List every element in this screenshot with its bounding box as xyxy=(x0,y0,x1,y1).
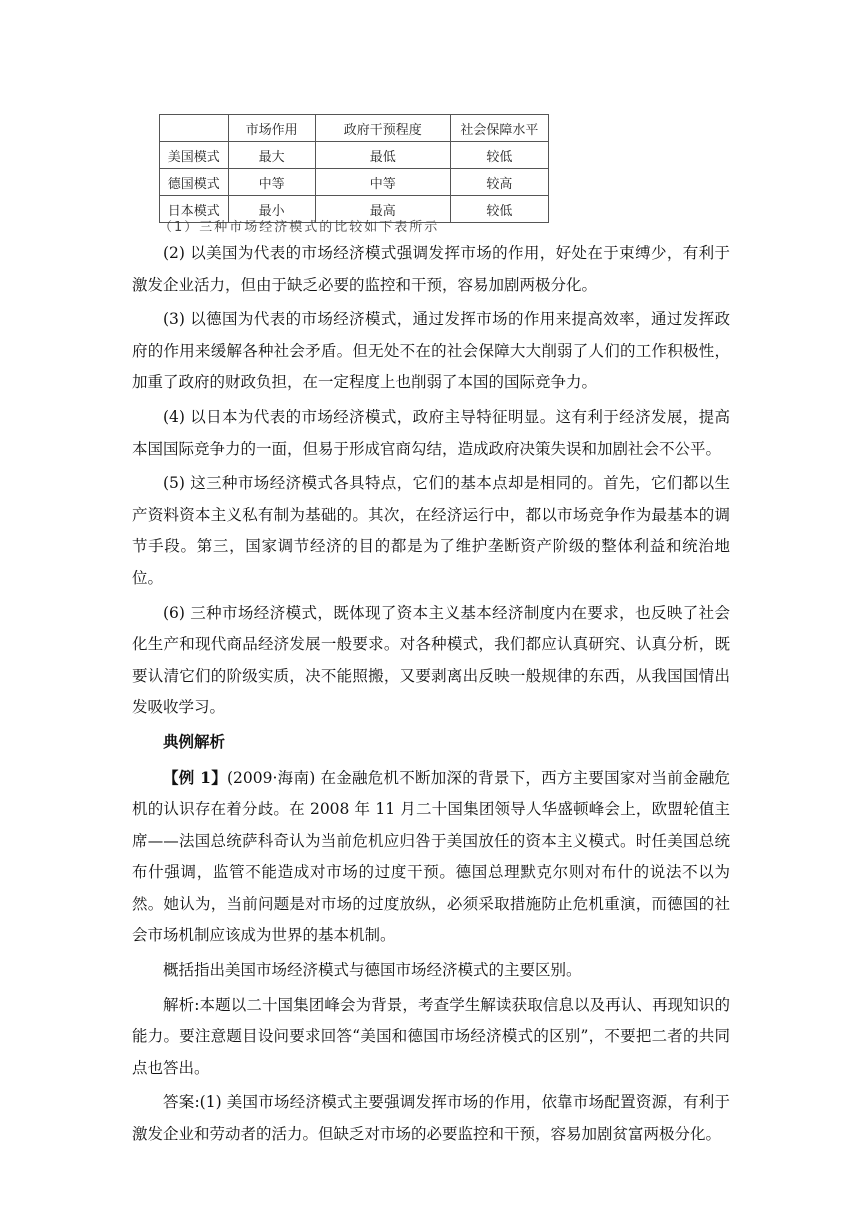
question-paragraph: 概括指出美国市场经济模式与德国市场经济模式的主要区别。 xyxy=(163,961,582,980)
table-cell: 最高 xyxy=(315,196,450,223)
table-cell: 美国模式 xyxy=(160,142,229,169)
paragraph: (6) 三种市场经济模式，既体现了资本主义基本经济制度内在要求，也反映了社会化生产和现代商品经济发展一般要求。对各种模式，我们都应认真研究、认真分析，既要认清它们的阶级实质，决不能照搬，又要剥离出反映一般规律的东西，从我国国情出发吸收学习。 xyxy=(132,603,730,717)
table-header-cell: 社会保障水平 xyxy=(450,115,548,142)
table-cell: 中等 xyxy=(315,169,450,196)
paragraph: (4) 以日本为代表的市场经济模式，政府主导特征明显。这有利于经济发展，提高本国国际竞争力的一面，但易于形成官商勾结，造成政府决策失误和加剧社会不公平。 xyxy=(132,407,730,458)
example-paragraph xyxy=(132,762,730,953)
comparison-table-wrapper xyxy=(159,114,549,223)
clipped-caption xyxy=(159,220,549,235)
example-text: (2009·海南) 在金融危机不断加深的背景下，西方主要国家对当前金融危机的认识存在着分歧。在 2008 年 11 月二十国集团领导人华盛顿峰会上，欧盟轮值主席——法国总统萨科奇认为当前危机应归咎于美国放任的资本主义模式。时任美国总统布什强调，监管不能造成对市场的过度干预。德国总理默克尔则对布什的说法不以为然。她认为，当前问题是对市场的过度放纵，必须采取措施防止危机重演，而德国的社会市场机制应该成为世界的基本机制。 xyxy=(132,768,730,945)
answer-paragraph: 答案:(1) 美国市场经济模式主要强调发挥市场的作用，依靠市场配置资源，有利于激发企业和劳动者的活力。但缺乏对市场的必要监控和干预，容易加剧贫富两极分化。 xyxy=(132,1093,730,1144)
comparison-table xyxy=(159,114,549,223)
table-header-cell: 政府干预程度 xyxy=(315,115,450,142)
paragraph: (5) 这三种市场经济模式各具特点，它们的基本点却是相同的。首先，它们都以生产资料资本主义私有制为基础的。其次，在经济运行中，都以市场竞争作为最基本的调节手段。第三，国家调节经济的目的都是为了维护垄断资产阶级的整体利益和统治地位。 xyxy=(132,474,730,587)
table-cell: 较高 xyxy=(450,169,548,196)
paragraph: (3) 以德国为代表的市场经济模式，通过发挥市场的作用来提高效率，通过发挥政府的作用来缓解各种社会矛盾。但无处不在的社会保障大大削弱了人们的工作积极性，加重了政府的财政负担，在一定程度上也削弱了本国的国际竞争力。 xyxy=(132,310,730,392)
table-row xyxy=(160,142,549,169)
example-tag: 【例 1】 xyxy=(163,767,227,787)
table-header-cell xyxy=(160,115,229,142)
table-cell: 最低 xyxy=(315,142,450,169)
document-body xyxy=(132,238,730,1154)
table-header-row xyxy=(160,115,549,142)
table-cell: 最小 xyxy=(228,196,315,223)
analysis-paragraph: 解析:本题以二十国集团峰会为背景，考查学生解读获取信息以及再认、再现知识的能力。要注意题目设问要求回答“美国和德国市场经济模式的区别”，不要把二者的共同点也答出。 xyxy=(132,995,730,1077)
table-cell: 较低 xyxy=(450,196,548,223)
table-cell: 最大 xyxy=(228,142,315,169)
table-cell: 中等 xyxy=(228,169,315,196)
table-header-cell: 市场作用 xyxy=(228,115,315,142)
table-cell: 德国模式 xyxy=(160,169,229,196)
table-cell: 较低 xyxy=(450,142,548,169)
section-heading: 典例解析 xyxy=(163,732,226,751)
table-cell: 日本模式 xyxy=(160,196,229,223)
clipped-caption-text: （1）三种市场经济模式的比较如下表所示 xyxy=(159,220,440,235)
paragraph: (2) 以美国为代表的市场经济模式强调发挥市场的作用，好处在于束缚少，有利于激发企业活力，但由于缺乏必要的监控和干预，容易加剧两极分化。 xyxy=(132,244,730,294)
table-row xyxy=(160,169,549,196)
